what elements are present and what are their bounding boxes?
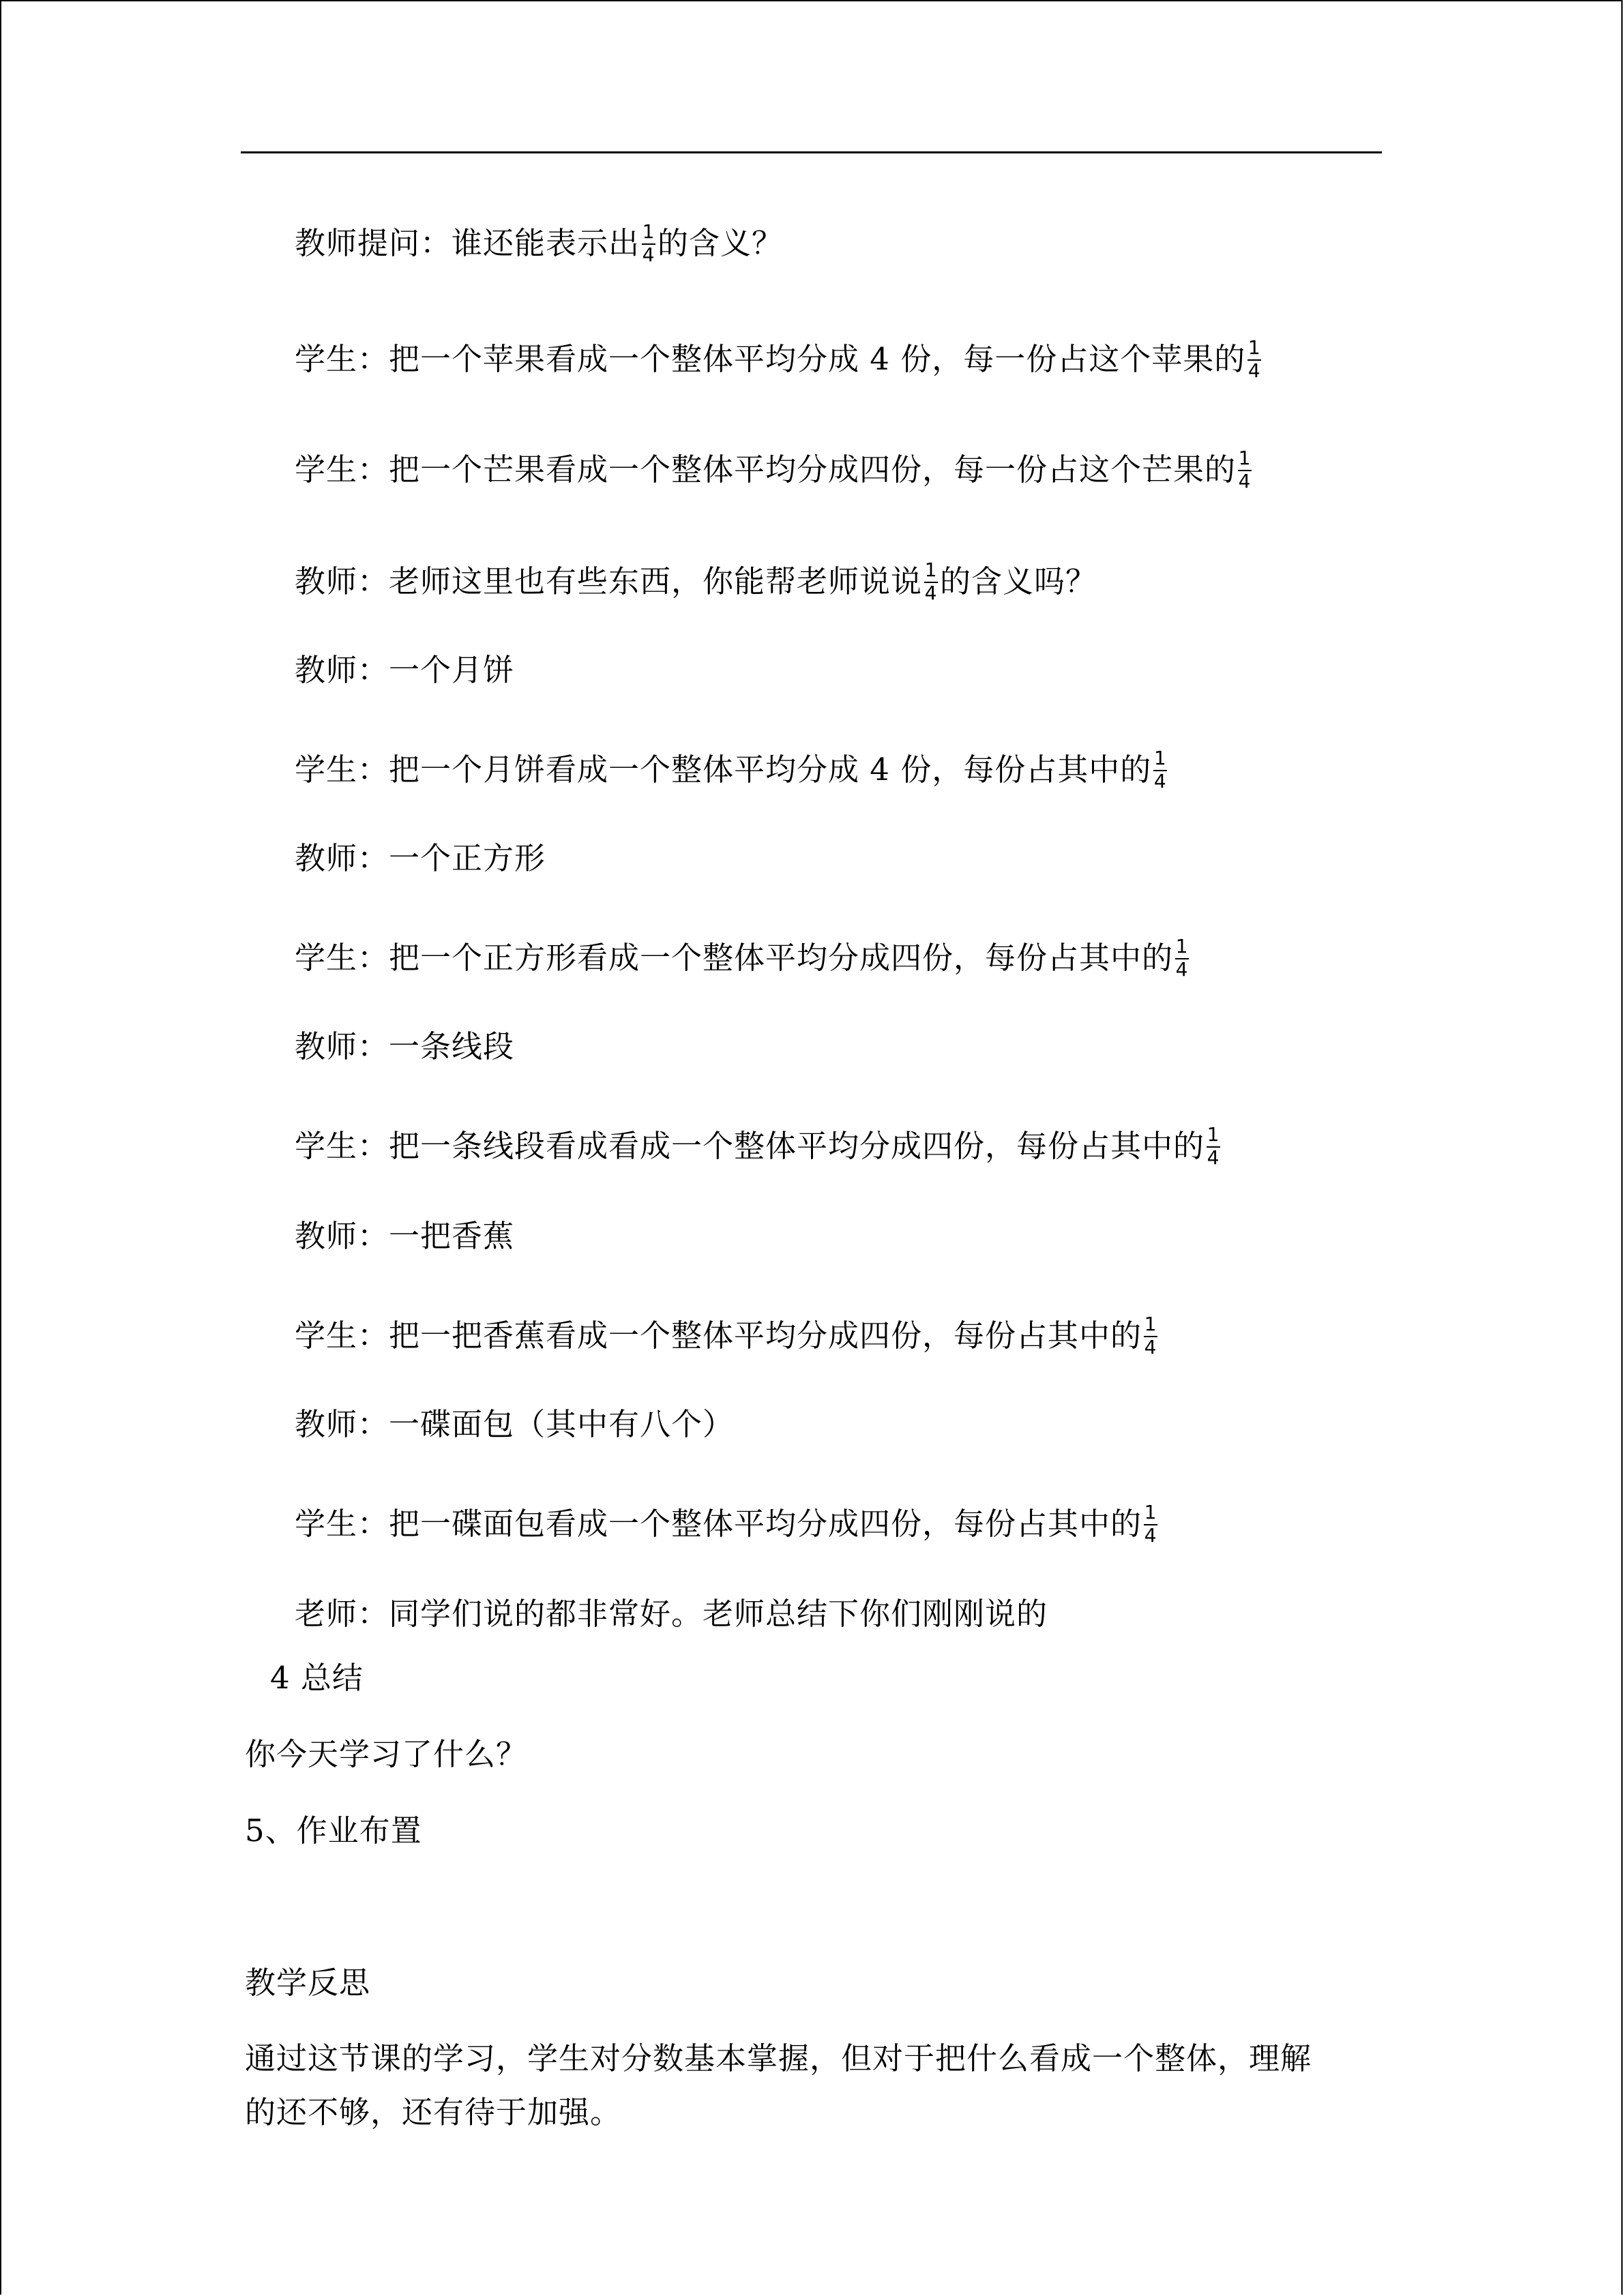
reflection-heading: 教学反思 [245,1965,371,2001]
dialogue-line [295,1503,1160,1547]
dialogue-line [295,1218,515,1254]
fraction-one-quarter [1143,1503,1158,1547]
fraction-numerator: 1 [1175,935,1189,957]
dialogue-text: 学生：把一碟面包看成一个整体平均分成四份，每份占其中的 [295,1506,1142,1542]
fraction-denominator: 4 [642,243,655,266]
dialogue-text: 教师：一个月饼 [295,652,515,688]
fraction-one-quarter [641,222,656,266]
fraction-denominator: 4 [1175,958,1189,981]
fraction-denominator: 4 [924,582,938,604]
dialogue-line [295,937,1191,981]
summary-heading: 4 总结 [270,1660,364,1696]
fraction-numerator: 1 [1144,1501,1157,1523]
fraction-one-quarter [1206,1125,1221,1169]
dialogue-text: 学生：把一条线段看成看成一个整体平均分成四份，每份占其中的 [295,1128,1205,1164]
dialogue-text: 的含义？ [658,225,784,261]
fraction-one-quarter [924,558,939,604]
fraction-numerator: 1 [1247,336,1261,359]
dialogue-line [295,1315,1160,1358]
dialogue-text: 教师提问：谁还能表示出 [295,225,640,261]
dialogue-line [295,1406,735,1442]
dialogue-text: 教师：一碟面包（其中有八个） [295,1406,735,1442]
dialogue-text: 教师：一把香蕉 [295,1218,515,1254]
dialogue-line [295,558,1097,604]
dialogue-text: 学生：把一个苹果看成一个整体平均分成 4 份，每一份占这个苹果的 [295,341,1246,377]
dialogue-line [295,222,783,266]
fraction-denominator: 4 [1144,1524,1157,1547]
dialogue-line [295,1125,1222,1169]
reflection-text-line: 的还不够，还有待于加强。 [245,2094,622,2130]
fraction-one-quarter [1175,937,1190,981]
dialogue-text: 老师：同学们说的都非常好。老师总结下你们刚刚说的 [295,1596,1048,1632]
fraction-numerator: 1 [1207,1123,1220,1146]
dialogue-text: 的含义吗？ [940,563,1097,599]
fraction-one-quarter [1153,749,1168,792]
fraction-numerator: 1 [642,220,655,243]
dialogue-line [295,1596,1048,1632]
fraction-denominator: 4 [1144,1336,1157,1358]
fraction-numerator: 1 [1153,747,1167,769]
fraction-numerator: 1 [924,558,938,581]
fraction-one-quarter [1247,338,1262,382]
dialogue-line [295,1028,515,1064]
dialogue-line [295,652,515,688]
dialogue-line [295,338,1263,382]
dialogue-text: 学生：把一个芒果看成一个整体平均分成四份，每一份占这个芒果的 [295,451,1237,488]
dialogue-line [295,749,1169,792]
summary-question: 你今天学习了什么？ [245,1736,528,1772]
dialogue-text: 教师：一条线段 [295,1028,515,1064]
reflection-text-line: 通过这节课的学习，学生对分数基本掌握，但对于把什么看成一个整体，理解 [245,2040,1312,2076]
fraction-numerator: 1 [1238,447,1252,469]
dialogue-text: 教师：老师这里也有些东西，你能帮老师说说 [295,563,923,599]
fraction-denominator: 4 [1153,770,1167,792]
fraction-one-quarter [1143,1315,1158,1358]
fraction-numerator: 1 [1144,1313,1157,1335]
dialogue-text: 学生：把一把香蕉看成一个整体平均分成四份，每份占其中的 [295,1317,1142,1354]
homework-heading: 5、作业布置 [245,1813,422,1849]
fraction-denominator: 4 [1238,470,1252,492]
dialogue-text: 学生：把一个正方形看成一个整体平均分成四份，每份占其中的 [295,940,1174,976]
dialogue-line [295,840,546,876]
dialogue-text: 教师：一个正方形 [295,840,546,876]
dialogue-text: 学生：把一个月饼看成一个整体平均分成 4 份，每份占其中的 [295,751,1152,788]
fraction-one-quarter [1237,449,1252,492]
fraction-denominator: 4 [1207,1146,1220,1169]
header-rule [241,151,1382,153]
dialogue-line [295,449,1254,492]
fraction-denominator: 4 [1247,359,1261,382]
